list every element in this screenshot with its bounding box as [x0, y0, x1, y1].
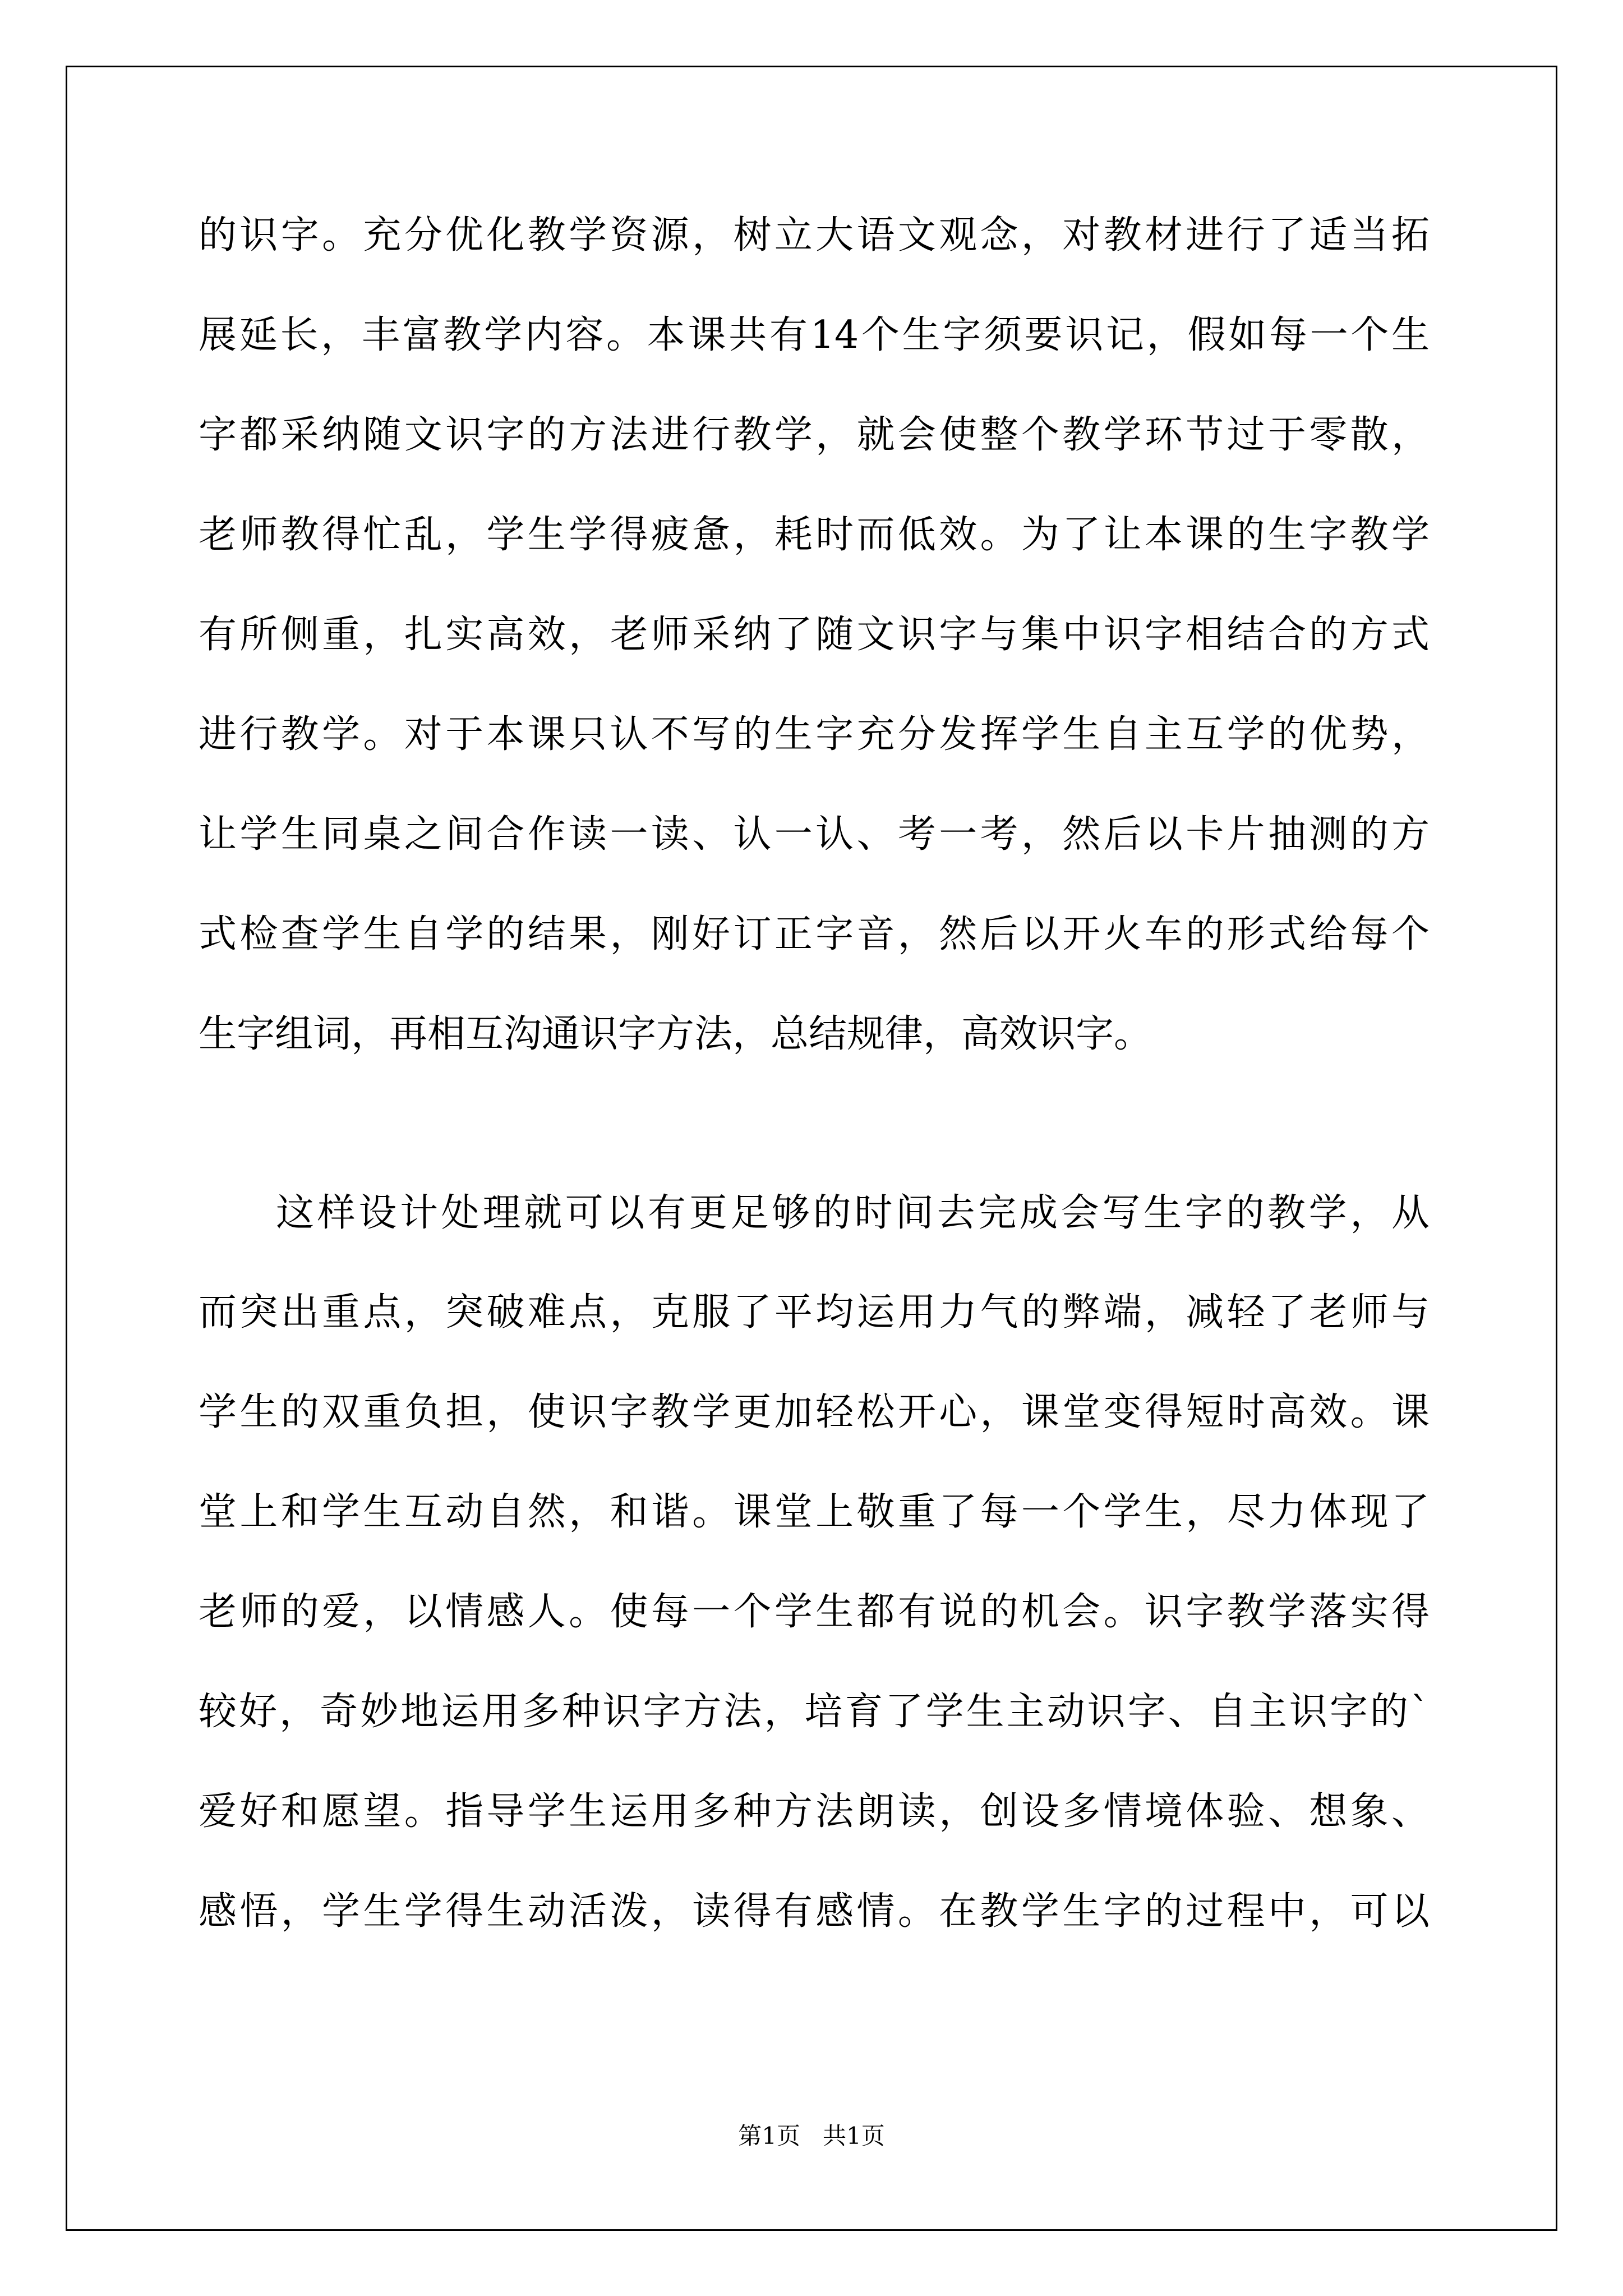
paragraph-line: 爱好和愿望。指导学生运用多种方法朗读，创设多情境体验、想象、 — [199, 1789, 1430, 1834]
paragraph-line: 老师教得忙乱，学生学得疲惫，耗时而低效。为了让本课的生字教学 — [199, 513, 1430, 557]
page-number-footer: 第1页 共1页 — [738, 2122, 885, 2150]
paragraph-line: 而突出重点，突破难点，克服了平均运用力气的弊端，减轻了老师与 — [199, 1290, 1430, 1335]
paragraph-line: 让学生同桌之间合作读一读、认一认、考一考，然后以卡片抽测的方 — [199, 812, 1430, 857]
paragraph-line: 老师的爱，以情感人。使每一个学生都有说的机会。识字教学落实得 — [199, 1590, 1430, 1634]
paragraph-line: 堂上和学生互动自然，和谐。课堂上敬重了每一个学生，尽力体现了 — [199, 1490, 1430, 1534]
paragraph-line: 字都采纳随文识字的方法进行教学，就会使整个教学环节过于零散， — [199, 413, 1430, 457]
paragraph-line: 进行教学。对于本课只认不写的生字充分发挥学生自主互学的优势， — [199, 712, 1430, 757]
paragraph-line: 的识字。充分优化教学资源，树立大语文观念，对教材进行了适当拓 — [199, 213, 1430, 257]
paragraph-line: 有所侧重，扎实高效，老师采纳了随文识字与集中识字相结合的方式 — [199, 613, 1430, 657]
paragraph-line: 较好，奇妙地运用多种识字方法，培育了学生主动识字、自主识字的` — [199, 1690, 1430, 1734]
paragraph-line: 学生的双重负担，使识字教学更加轻松开心，课堂变得短时高效。课 — [199, 1390, 1430, 1434]
paragraph-line: 生字组词，再相互沟通识字方法，总结规律，高效识字。 — [199, 1012, 1152, 1056]
paragraph-line: 感悟，学生学得生动活泼，读得有感情。在教学生字的过程中，可以 — [199, 1889, 1430, 1934]
paragraph-line: 展延长，丰富教学内容。本课共有14个生字须要识记，假如每一个生 — [199, 313, 1430, 357]
paragraph-line: 这样设计处理就可以有更足够的时间去完成会写生字的教学，从 — [276, 1191, 1430, 1235]
paragraph-line: 式检查学生自学的结果，刚好订正字音，然后以开火车的形式给每个 — [199, 912, 1430, 956]
